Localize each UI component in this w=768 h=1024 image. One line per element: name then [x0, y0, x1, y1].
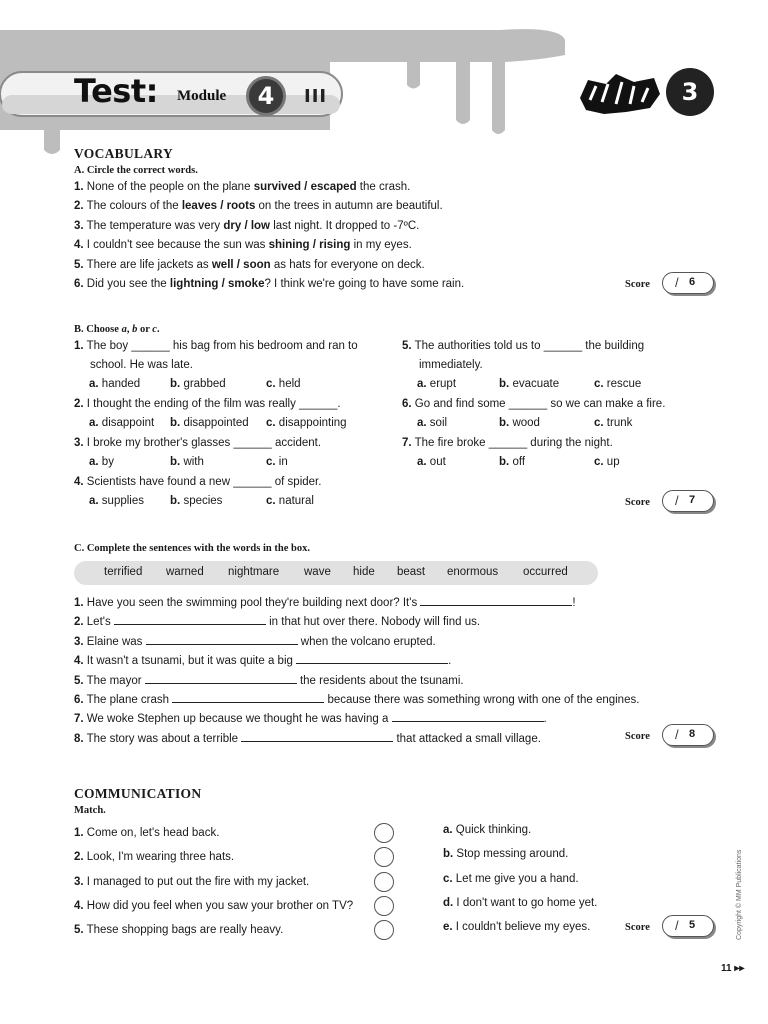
forward-arrow-icon: ▸▸	[734, 963, 745, 974]
q4-option-b[interactable]: b. species	[170, 495, 223, 507]
q3-option-b[interactable]: b. with	[170, 456, 204, 468]
score-box-communication[interactable]: / 5	[662, 915, 714, 937]
score-box-a[interactable]: / 6	[662, 272, 714, 294]
match-right-d: d. I don't want to go home yet.	[443, 897, 598, 909]
copyright-notice: Copyright © MM Publications	[736, 849, 743, 940]
full-blast-logo	[576, 68, 664, 118]
q4-option-c[interactable]: c. natural	[266, 495, 314, 507]
part-a-item-5: 5. There are life jackets as well / soon as hats for everyone on deck.	[74, 259, 425, 271]
match-left-2: 2. Look, I'm wearing three hats.	[74, 851, 235, 863]
module-label: Module	[177, 88, 227, 104]
match-answer-circle-5[interactable]	[374, 920, 394, 940]
q7-option-b[interactable]: b. off	[499, 456, 526, 468]
q2-option-a[interactable]: a. disappoint	[89, 417, 155, 429]
answer-blank[interactable]	[146, 635, 298, 645]
part-c-item-3: 3. Elaine was when the volcano erupted.	[74, 636, 436, 648]
q7-option-a[interactable]: a. out	[417, 456, 446, 468]
part-c-item-1: 1. Have you seen the swimming pool they're building next door? It's !	[74, 597, 576, 609]
part-b-q5: 5. The authorities told us to ______ the building	[402, 340, 645, 352]
score-box-b[interactable]: / 7	[662, 490, 714, 512]
word-box-item: occurred	[523, 566, 568, 578]
communication-instruction: Match.	[74, 805, 106, 816]
word-box-item: beast	[397, 566, 426, 578]
match-right-e: e. I couldn't believe my eyes.	[443, 921, 591, 933]
match-answer-circle-2[interactable]	[374, 847, 394, 867]
q6-option-b[interactable]: b. wood	[499, 417, 540, 429]
part-b-q1-cont: school. He was late.	[90, 359, 193, 371]
level-badge: 3	[666, 68, 714, 116]
score-label-communication: Score	[625, 922, 650, 933]
q3-option-c[interactable]: c. in	[266, 456, 288, 468]
part-a-item-1: 1. None of the people on the plane survived / escaped the crash.	[74, 181, 411, 193]
match-right-b: b. Stop messing around.	[443, 848, 569, 860]
vocabulary-heading: VOCABULARY	[74, 146, 174, 161]
match-left-4: 4. How did you feel when you saw your brother on TV?	[74, 900, 354, 912]
part-a-instruction: A. Circle the correct words.	[74, 165, 198, 176]
word-box-item: nightmare	[228, 566, 280, 578]
answer-blank[interactable]	[172, 693, 324, 703]
word-box	[74, 561, 598, 585]
part-c-item-4: 4. It wasn't a tsunami, but it was quite a big .	[74, 655, 452, 667]
part-a-item-4: 4. I couldn't see because the sun was shining / rising in my eyes.	[74, 239, 412, 251]
match-answer-circle-3[interactable]	[374, 872, 394, 892]
answer-blank[interactable]	[392, 712, 544, 722]
score-label-c: Score	[625, 731, 650, 742]
part-c-item-6: 6. The plane crash because there was something wrong with one of the engines.	[74, 694, 640, 706]
part-a-item-3: 3. The temperature was very dry / low last night. It dropped to -7ºC.	[74, 220, 420, 232]
match-left-3: 3. I managed to put out the fire with my jacket.	[74, 876, 310, 888]
q3-option-a[interactable]: a. by	[89, 456, 114, 468]
score-box-c[interactable]: / 8	[662, 724, 714, 746]
q4-option-a[interactable]: a. supplies	[89, 495, 144, 507]
word-box-item: warned	[166, 566, 204, 578]
part-b-q7: 7. The fire broke ______ during the night.	[402, 437, 613, 449]
word-box-item: enormous	[447, 566, 499, 578]
part-c-instruction: C. Complete the sentences with the words in the box.	[74, 543, 310, 554]
part-c-item-8: 8. The story was about a terrible that attacked a small village.	[74, 733, 541, 745]
module-bars: III	[304, 86, 328, 107]
match-answer-circle-4[interactable]	[374, 896, 394, 916]
q6-option-c[interactable]: c. trunk	[594, 417, 633, 429]
word-box-item: terrified	[104, 566, 143, 578]
q1-option-b[interactable]: b. grabbed	[170, 378, 226, 390]
q7-option-c[interactable]: c. up	[594, 456, 620, 468]
part-c-item-7: 7. We woke Stephen up because we thought he was having a .	[74, 713, 547, 725]
module-number-badge: 4	[246, 76, 286, 116]
q2-option-c[interactable]: c. disappointing	[266, 417, 347, 429]
score-label-a: Score	[625, 279, 650, 290]
answer-blank[interactable]	[241, 732, 393, 742]
q1-option-c[interactable]: c. held	[266, 378, 301, 390]
q2-option-b[interactable]: b. disappointed	[170, 417, 249, 429]
page-number: 11 ▸▸	[721, 963, 745, 974]
q5-option-a[interactable]: a. erupt	[417, 378, 457, 390]
match-right-c: c. Let me give you a hand.	[443, 873, 579, 885]
part-b-q4: 4. Scientists have found a new ______ of spider.	[74, 476, 322, 488]
match-answer-circle-1[interactable]	[374, 823, 394, 843]
word-box-item: wave	[304, 566, 331, 578]
q5-option-b[interactable]: b. evacuate	[499, 378, 560, 390]
answer-blank[interactable]	[114, 615, 266, 625]
part-c-item-5: 5. The mayor the residents about the tsunami.	[74, 675, 464, 687]
test-title: Test:	[74, 72, 158, 110]
word-box-item: hide	[353, 566, 375, 578]
answer-blank[interactable]	[296, 654, 448, 664]
answer-blank[interactable]	[420, 596, 572, 606]
part-a-item-6: 6. Did you see the lightning / smoke? I think we're going to have some rain.	[74, 278, 465, 290]
score-label-b: Score	[625, 497, 650, 508]
part-c-item-2: 2. Let's in that hut over there. Nobody will find us.	[74, 616, 481, 628]
part-b-q1: 1. The boy ______ his bag from his bedroom and ran to	[74, 340, 358, 352]
part-b-q6: 6. Go and find some ______ so we can make a fire.	[402, 398, 666, 410]
q6-option-a[interactable]: a. soil	[417, 417, 448, 429]
q1-option-a[interactable]: a. handed	[89, 378, 141, 390]
q5-option-c[interactable]: c. rescue	[594, 378, 642, 390]
part-b-q3: 3. I broke my brother's glasses ______ accident.	[74, 437, 322, 449]
communication-heading: COMMUNICATION	[74, 786, 202, 801]
match-left-5: 5. These shopping bags are really heavy.	[74, 924, 284, 936]
match-right-a: a. Quick thinking.	[443, 824, 532, 836]
part-b-q2: 2. I thought the ending of the film was really ______.	[74, 398, 341, 410]
part-a-item-2: 2. The colours of the leaves / roots on the trees in autumn are beautiful.	[74, 200, 443, 212]
answer-blank[interactable]	[145, 674, 297, 684]
part-b-q5-cont: immediately.	[419, 359, 483, 371]
part-b-instruction: B. Choose a, b or c.	[74, 324, 160, 335]
match-left-1: 1. Come on, let's head back.	[74, 827, 220, 839]
